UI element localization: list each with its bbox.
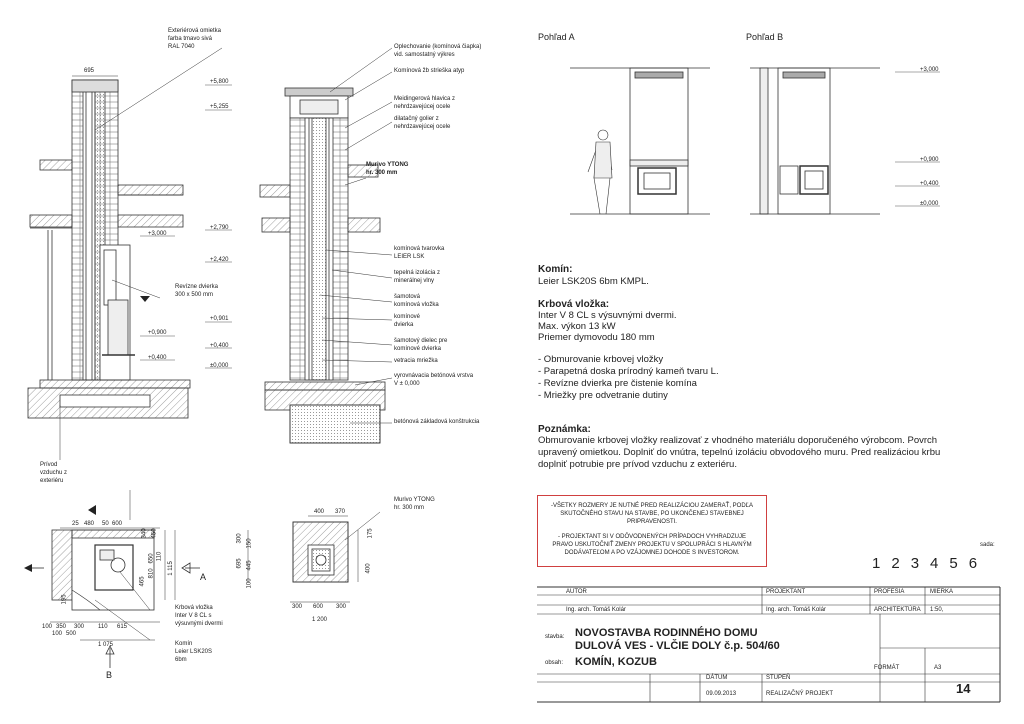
dim-1115: 1 115 (167, 561, 174, 576)
warning-line-1: -VŠETKY ROZMERY JE NUTNÉ PRED REALIZÁCIOU ZAMERAŤ, PODĽA (550, 503, 754, 509)
samd-label-2: komínové dvierka (394, 346, 442, 352)
dim-300-b: 300 (236, 533, 243, 544)
vyr-label-1: vyrovnávacia betónová vrstva (394, 373, 474, 379)
dim-300-d: 300 (336, 604, 347, 610)
dim-340: 340 (141, 528, 148, 539)
tb-stupen-value: REALIZAČNÝ PROJEKT (766, 691, 834, 697)
dim-100-c: 100 (246, 578, 253, 589)
level-2420: +2,420 (210, 257, 229, 263)
tb-autor-value: Ing. arch. Tomáš Kolár (566, 607, 626, 613)
dim-600-b: 600 (313, 604, 324, 610)
dim-600: 600 (112, 521, 123, 527)
dim-100-b: 100 (52, 631, 63, 637)
warning-line-2: SKUTOČNÉHO STAVU NA STAVBE, PO UKONČENEJ STAVEBNEJ (560, 511, 744, 517)
view-b-level-0400: +0,400 (920, 181, 939, 187)
murivo-label-2: hr. 300 mm (366, 170, 398, 176)
elevation-views (570, 68, 940, 214)
warning-line-6: DODÁVATEĽOM A PO VZÁJOMNEJ DOHODE S INVESTOROM. (564, 550, 740, 556)
ext-plaster-label-2: farba tmavo sivá (168, 36, 213, 42)
vetr-label: vetracia mriežka (394, 358, 438, 364)
tb-stavba-line-2: DULOVÁ VES - VLČIE DOLY č.p. 504/60 (575, 640, 780, 652)
dim-695-plan: 695 (236, 558, 243, 569)
level-0901: +0,901 (210, 316, 229, 322)
komin-heading: Komín: (538, 264, 573, 275)
tb-mierka-header: MIERKA (930, 589, 954, 595)
bullet-1: - Obmurovanie krbovej vložky (538, 354, 664, 365)
dim-370: 370 (335, 509, 346, 515)
tb-projektant-header: PROJEKTANT (766, 589, 806, 595)
plan-kom-2: Leier LSK20S (175, 649, 213, 655)
section-middle (260, 48, 392, 443)
plan-kom-1: Komín (175, 641, 193, 647)
dim-195: 195 (61, 594, 68, 605)
dim-400: 400 (314, 509, 325, 515)
bullet-2: - Parapetná doska prírodný kameň tvaru L. (538, 366, 719, 377)
sada-numbers (872, 555, 988, 573)
dim-175: 175 (367, 528, 374, 539)
oplech-label-2: vid. samostatný výkres (394, 52, 455, 58)
poznamka-line-2: upravený omietkou. Doplniť do vnútra, tepelnú izoláciu obvodového muru. Pred realizáciou krbu (538, 447, 941, 458)
vyr-label-2: V ± 0,000 (394, 381, 420, 387)
plan-krb-3: výsuvnými dvermi (175, 621, 223, 627)
dim-450: 450 (151, 528, 158, 539)
meid-label-2: nehrdzavejúcej ocele (394, 104, 451, 110)
dim-150: 150 (246, 538, 253, 549)
poznamka-line-3: doplniť potrubie pre prívod vzduchu z exteriéru. (538, 459, 737, 470)
krb-line-2: Max. výkon 13 kW (538, 321, 616, 332)
revizne-label-2: 300 x 500 mm (175, 292, 214, 298)
dim-50: 50 (102, 521, 109, 527)
tb-projektant-value: Ing. arch. Tomáš Kolár (766, 607, 826, 613)
tb-datum-value: 09.09.2013 (706, 691, 737, 697)
tep-label-2: minerálnej vlny (394, 278, 435, 284)
krb-line-3: Priemer dymovodu 180 mm (538, 332, 655, 343)
bet-label: betónová základová konštrukcia (394, 419, 480, 425)
plan-arrow-b-label: B (106, 670, 113, 680)
dim-110: 110 (156, 551, 163, 562)
dim-480: 480 (84, 521, 95, 527)
plan-krb-2: Inter V 8 CL s (175, 613, 212, 619)
plan-murivo-2: hr. 300 mm (394, 505, 425, 511)
tb-mierka-value: 1:50, (930, 607, 944, 613)
plan-murivo-1: Murivo YTONG (394, 497, 435, 503)
dil-label-2: nehrdzavejúcej ocele (394, 124, 451, 130)
komin-value: Leier LSK20S 6bm KMPL. (538, 276, 649, 287)
dim-300-c: 300 (292, 604, 303, 610)
tb-stupen-header: STUPEŇ (766, 675, 791, 681)
dim-445: 445 (246, 560, 253, 571)
dim-110-b: 110 (98, 624, 108, 630)
dim-400-b: 400 (365, 563, 372, 574)
dim-695: 695 (84, 68, 95, 74)
level-2790: +2,790 (210, 225, 229, 231)
dim-1200: 1 200 (312, 617, 328, 623)
bullet-3: - Revízne dvierka pre čistenie komína (538, 378, 697, 389)
krb-heading: Krbová vložka: (538, 299, 610, 310)
sam-label-1: šamotová (394, 294, 421, 300)
oplech-label-1: Oplechovanie (komínová čiapka) (394, 44, 482, 50)
view-b-level-0900: +0,900 (920, 157, 939, 163)
view-b-title: Pohľad B (746, 32, 784, 42)
tb-obsah-value: KOMÍN, KOZUB (575, 656, 657, 668)
dim-650: 650 (148, 553, 155, 564)
plan-arrow-a-label: A (200, 572, 207, 582)
bullet-4: - Mriežky pre odvetranie dutiny (538, 390, 668, 401)
meid-label-1: Meidingerová hlavica z (394, 96, 456, 102)
dim-615: 615 (117, 624, 128, 630)
plan-kom-3: 6bm (175, 657, 187, 663)
section-left (28, 48, 232, 460)
plan-krb-1: Krbová vložka (175, 605, 213, 611)
tb-format-header: FORMÁT (874, 665, 900, 671)
level-0900: +0,900 (148, 330, 167, 336)
sada-num-4: 4 (930, 555, 939, 572)
krb-line-1: Inter V 8 CL s výsuvnými dvermi. (538, 310, 677, 321)
samd-label-1: šamotový dielec pre (394, 338, 448, 344)
warning-line-4: - PROJEKTANT SI V ODÔVODNENÝCH PRÍPADOCH VYHRADZUJE (557, 534, 747, 540)
tep-label-1: tepelná izolácia z (394, 270, 441, 276)
tb-stavba-label: stavba: (545, 634, 565, 640)
tvar-label-2: LEIER LSK (394, 254, 425, 260)
level-0400-b: +0,400 (148, 355, 167, 361)
dim-465: 465 (139, 576, 146, 587)
level-5255: +5,255 (210, 104, 229, 110)
view-b-level-0000: ±0,000 (920, 201, 939, 207)
dv-label-1: komínové (394, 314, 421, 320)
tb-autor-header: AUTOR (566, 589, 587, 595)
sada-label: sada: (980, 542, 995, 548)
ext-plaster-label-3: RAL 7040 (168, 44, 195, 50)
level-5800: +5,800 (210, 79, 229, 85)
tvar-label-1: komínová tvarovka (394, 246, 445, 252)
sam-label-2: komínová vložka (394, 302, 439, 308)
tb-profesia-value: ARCHITEKTÚRA (874, 607, 921, 613)
privod-label-1: Prívod (40, 462, 58, 468)
dim-25: 25 (72, 521, 79, 527)
sada-num-3: 3 (910, 555, 920, 572)
tb-obsah-label: obsah: (545, 660, 564, 666)
poznamka-line-1: Obmurovanie krbovej vložky realizovať z vhodného materiálu doporučeného výrobcom. Povrch (538, 435, 938, 446)
sada-num-2: 2 (891, 555, 900, 572)
murivo-label-1: Murivo YTONG (366, 162, 409, 168)
level-3000: +3,000 (148, 231, 167, 237)
tb-sheet-number: 14 (956, 681, 971, 696)
tb-profesia-header: PROFESIA (874, 589, 905, 595)
sada-num-1: 1 (872, 555, 881, 572)
sada-num-5: 5 (949, 555, 958, 572)
warning-line-3: PRIPRAVENOSTI. (627, 519, 677, 525)
sada-num-6: 6 (968, 555, 978, 572)
dim-1075: 1 075 (98, 642, 114, 648)
dim-810: 810 (148, 568, 155, 579)
revizne-label-1: Revízne dvierka (175, 284, 219, 290)
privod-label-3: exteriéru (40, 478, 64, 484)
view-a-title: Pohľad A (538, 32, 575, 42)
level-0400: +0,400 (210, 343, 229, 349)
dim-300-a: 300 (74, 624, 85, 630)
tb-format-value: A3 (934, 665, 942, 671)
privod-label-2: vzduchu z (40, 470, 68, 476)
warning-box (537, 495, 767, 567)
warning-line-5: PRAVO USKUTOČNIŤ ZMENY PROJEKTU V SPOLUPRÁCI S HLAVNÝM (552, 542, 752, 548)
poznamka-heading: Poznámka: (538, 424, 591, 435)
dim-350: 350 (56, 624, 67, 630)
dim-100-a: 100 (42, 624, 53, 630)
tb-stavba-line-1: NOVOSTAVBA RODINNÉHO DOMU (575, 627, 758, 639)
view-b-level-3000: +3,000 (920, 67, 939, 73)
striesk-label: Komínová žb strieška atyp (394, 68, 465, 74)
dil-label-1: dilatačný golier z (394, 116, 439, 122)
dim-500: 500 (66, 631, 77, 637)
level-0000: ±0,000 (210, 363, 229, 369)
tb-datum-header: DÁTUM (706, 675, 728, 681)
ext-plaster-label-1: Exteriérová omietka (168, 28, 222, 34)
dv-label-2: dvierka (394, 322, 414, 328)
